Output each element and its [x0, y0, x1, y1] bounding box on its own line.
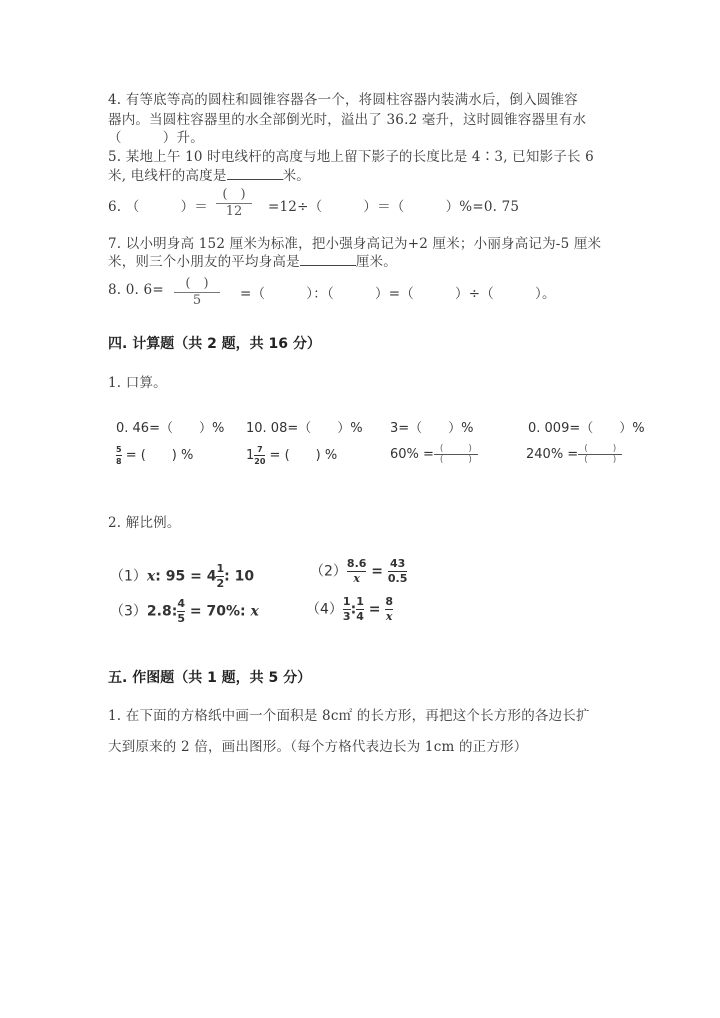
q6-fraction — [216, 188, 252, 219]
denominator: 4 — [356, 610, 364, 623]
q5-text-after: 米。 — [282, 168, 310, 184]
numerator: 1 — [356, 595, 364, 608]
q4-line-1: 4. 有等底等高的圆柱和圆锥容器各一个，将圆柱容器内装满水后，倒入圆锥容 — [108, 92, 578, 108]
paren-left: ( — [584, 444, 588, 454]
equals: = — [363, 601, 386, 618]
fraction-43-0.5 — [388, 558, 408, 585]
fraction-8-x — [385, 596, 393, 623]
expr-part: = 70%: — [184, 603, 251, 620]
section-4-title: 四. 计算题（共 2 题，共 16 分） — [108, 336, 321, 352]
q5-line-2 — [108, 164, 310, 184]
q6-suffix: =12÷（ ）＝（ ）%=0. 75 — [268, 199, 520, 215]
numerator: 5 — [116, 445, 122, 454]
s5-q1-line-1: 1. 在下面的方格纸中画一个面积是 8c㎡ 的长方形，再把这个长方形的各边长扩 — [108, 708, 590, 724]
paren-right: ) — [612, 444, 617, 454]
s4-q2-title: 2. 解比例。 — [108, 515, 181, 531]
q6-frac-denominator: 12 — [225, 204, 243, 219]
s4-q1-title: 1. 口算。 — [108, 375, 167, 391]
mental-calc-4: 0. 009=（ ）% — [528, 421, 645, 436]
calc-5-rest: = ( ) % — [121, 448, 194, 463]
section-5-title: 五. 作图题（共 1 题，共 5 分） — [108, 670, 312, 686]
proportion-4 — [306, 596, 393, 623]
proportion-2 — [310, 558, 407, 585]
item-label: （3） — [110, 603, 147, 620]
q8-suffix: =（ ）：（ ）=（ ）÷（ ）。 — [240, 286, 556, 302]
q5-line-1: 5. 某地上午 10 时电线杆的高度与地上留下影子的长度比是 4∶3, 已知影子长 6 — [108, 149, 594, 165]
equals: = — [366, 563, 388, 580]
q7-answer-blank[interactable] — [300, 253, 356, 266]
q8-frac-denominator: 5 — [192, 293, 202, 308]
q4-line-2: 器内。当圆柱容器里的水全部倒光时，溢出了 36.2 毫升，这时圆锥容器里有水 — [108, 112, 587, 128]
numerator: 1 — [216, 562, 225, 575]
mental-calc-6 — [246, 444, 337, 466]
fraction-bar — [254, 455, 265, 456]
item-label: （2） — [310, 563, 347, 580]
q7-text-after: 厘米。 — [355, 254, 397, 270]
q7-line-2 — [108, 250, 397, 270]
q5-text-before: 米, 电线杆的高度是 — [108, 168, 227, 184]
proportion-1 — [110, 563, 254, 590]
mental-calc-3: 3=（ ）% — [390, 421, 474, 436]
colon: : — [350, 601, 357, 618]
numerator: 4 — [177, 597, 185, 610]
mental-calc-1: 0. 46=（ ）% — [116, 421, 225, 436]
whole-part: 1 — [246, 448, 255, 463]
paren-left: ( — [584, 455, 588, 465]
variable-x: x — [250, 603, 259, 620]
item-label: （1） — [110, 568, 147, 585]
expr-part: : 95 = 4 — [155, 568, 217, 585]
denominator: x — [385, 610, 393, 623]
s5-q1-line-2: 大到原来的 2 倍，画出图形。（每个方格代表边长为 1cm 的正方形） — [108, 739, 528, 755]
numerator: 8 — [385, 595, 393, 608]
q8-frac-numerator[interactable]: ( ) — [185, 276, 209, 291]
q7-line-1: 7. 以小明身高 152 厘米为标准，把小强身高记为+2 厘米；小丽身高记为-5 厘米 — [108, 236, 602, 252]
paren-right: ) — [468, 455, 472, 465]
numerator: 1 — [342, 595, 351, 608]
numerator: 43 — [390, 557, 406, 570]
denominator: 20 — [254, 457, 266, 466]
fraction-7-20 — [254, 445, 265, 466]
mental-calc-8 — [526, 444, 622, 465]
q8-prefix: 8. 0. 6= — [108, 282, 164, 298]
q5-answer-blank[interactable] — [227, 167, 283, 180]
mental-calc-2: 10. 08=（ ）% — [246, 421, 363, 436]
denominator: 5 — [177, 612, 185, 625]
calc-6-rest: = ( ) % — [265, 448, 338, 463]
calc-8-prefix: 240% = — [526, 447, 579, 462]
denominator: 3 — [342, 610, 351, 623]
q8-fraction — [174, 277, 220, 308]
denominator: 8 — [116, 457, 122, 466]
fraction-1-4 — [356, 596, 364, 623]
denominator: x — [353, 572, 360, 585]
paren-right: ) — [468, 444, 472, 454]
q6-prefix: 6. （ ）＝ — [108, 199, 208, 215]
expr-part: : 10 — [224, 568, 255, 585]
denominator: 0.5 — [387, 572, 408, 585]
fraction-4-5 — [177, 598, 185, 625]
blank-fraction[interactable] — [434, 444, 478, 465]
expr-part: 2.8: — [146, 603, 178, 620]
proportion-3 — [110, 598, 259, 625]
mental-calc-5 — [116, 444, 193, 466]
blank-fraction[interactable] — [578, 444, 622, 465]
paren-left: ( — [439, 444, 444, 454]
q7-text-before: 米，则三个小朋友的平均身高是 — [108, 254, 300, 270]
numerator: 8.6 — [346, 557, 367, 570]
q4-line-3: （ ）升。 — [108, 130, 204, 146]
q6-frac-numerator[interactable]: ( ) — [222, 187, 246, 202]
paren-left: ( — [439, 455, 444, 465]
numerator: 7 — [257, 445, 263, 454]
variable-x: x — [146, 568, 156, 585]
fraction-8.6-x — [347, 558, 367, 585]
calc-7-prefix: 60% = — [390, 447, 434, 462]
paren-right: ) — [612, 455, 617, 465]
mental-calc-7 — [390, 444, 478, 465]
item-label: （4） — [306, 601, 343, 618]
denominator: 2 — [216, 577, 225, 590]
fraction-1-3 — [343, 596, 351, 623]
fraction-1-2 — [216, 563, 224, 590]
